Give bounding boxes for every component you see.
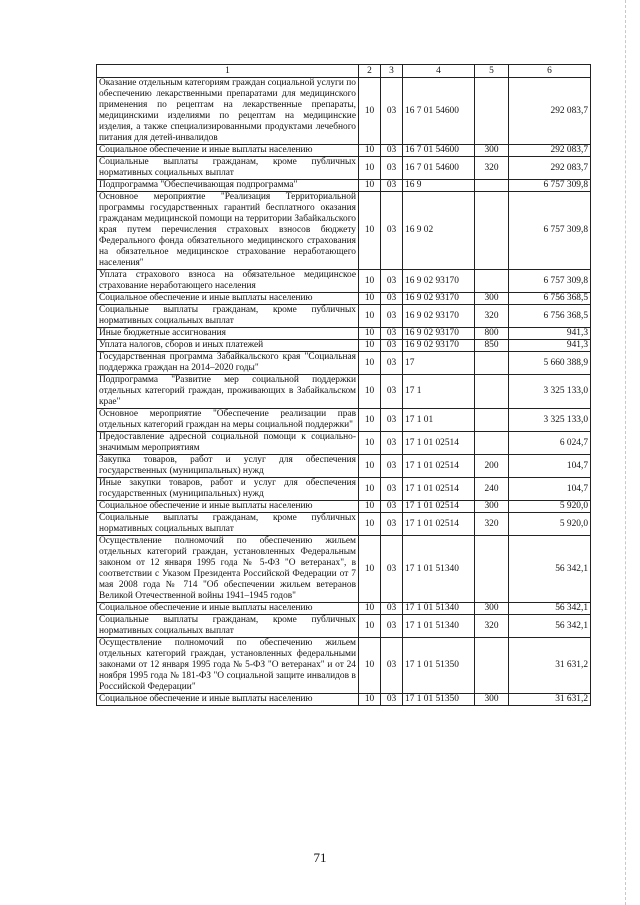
row-target-article: 17 1 01 51340 xyxy=(403,536,475,603)
row-section: 10 xyxy=(359,192,381,270)
row-target-article: 17 1 01 02514 xyxy=(403,432,475,455)
row-expense-type: 320 xyxy=(475,615,509,638)
row-subsection: 03 xyxy=(381,513,403,536)
row-section: 10 xyxy=(359,352,381,375)
row-expense-type: 800 xyxy=(475,328,509,340)
row-section: 10 xyxy=(359,501,381,513)
row-expense-type xyxy=(475,638,509,694)
row-expense-type xyxy=(475,536,509,603)
table-row xyxy=(97,536,591,603)
table-header xyxy=(97,65,591,78)
table-row xyxy=(97,478,591,501)
row-section: 10 xyxy=(359,293,381,305)
row-name: Основное мероприятие "Реализация Территориальной программы государственных гарантий бесплатного оказания гражданам медицинской помощи на территории Забайкальского края путем перечисления страховых взносов бюджету Федерального фонда обязательного медицинского страхования на обязательное медицинское страхование неработающего населения" xyxy=(97,192,359,270)
row-amount: 292 083,7 xyxy=(509,157,591,180)
row-section: 10 xyxy=(359,157,381,180)
header-col-3: 3 xyxy=(381,65,403,78)
row-subsection: 03 xyxy=(381,192,403,270)
table-row xyxy=(97,145,591,157)
row-section: 10 xyxy=(359,694,381,706)
row-name: Социальные выплаты гражданам, кроме публичных нормативных социальных выплат xyxy=(97,513,359,536)
row-section: 10 xyxy=(359,432,381,455)
table-row xyxy=(97,157,591,180)
row-target-article: 17 1 01 51350 xyxy=(403,694,475,706)
row-subsection: 03 xyxy=(381,270,403,293)
row-target-article: 17 xyxy=(403,352,475,375)
row-target-article: 17 1 01 51350 xyxy=(403,638,475,694)
row-amount: 5 920,0 xyxy=(509,513,591,536)
row-amount: 6 756 368,5 xyxy=(509,293,591,305)
row-subsection: 03 xyxy=(381,375,403,409)
row-amount: 104,7 xyxy=(509,478,591,501)
table-row xyxy=(97,340,591,352)
row-subsection: 03 xyxy=(381,409,403,432)
row-name: Социальные выплаты гражданам, кроме публичных нормативных социальных выплат xyxy=(97,615,359,638)
row-expense-type xyxy=(475,78,509,145)
row-target-article: 16 9 02 93170 xyxy=(403,270,475,293)
row-subsection: 03 xyxy=(381,694,403,706)
row-amount: 56 342,1 xyxy=(509,603,591,615)
row-expense-type: 850 xyxy=(475,340,509,352)
row-section: 10 xyxy=(359,638,381,694)
table-row xyxy=(97,432,591,455)
budget-table xyxy=(96,64,591,706)
table-row xyxy=(97,501,591,513)
page-number: 71 xyxy=(313,850,327,865)
row-expense-type xyxy=(475,375,509,409)
row-name: Подпрограмма "Обеспечивающая подпрограмма" xyxy=(97,180,359,192)
row-target-article: 16 9 02 93170 xyxy=(403,305,475,328)
table-row xyxy=(97,78,591,145)
row-amount: 56 342,1 xyxy=(509,615,591,638)
header-col-6: 6 xyxy=(509,65,591,78)
table-row xyxy=(97,293,591,305)
row-name: Социальные выплаты гражданам, кроме публичных нормативных социальных выплат xyxy=(97,157,359,180)
row-section: 10 xyxy=(359,305,381,328)
header-row xyxy=(97,65,591,78)
row-target-article: 16 9 02 93170 xyxy=(403,340,475,352)
row-amount: 5 920,0 xyxy=(509,501,591,513)
row-subsection: 03 xyxy=(381,157,403,180)
row-subsection: 03 xyxy=(381,638,403,694)
row-amount: 941,3 xyxy=(509,328,591,340)
row-amount: 6 757 309,8 xyxy=(509,192,591,270)
row-name: Уплата налогов, сборов и иных платежей xyxy=(97,340,359,352)
table-row xyxy=(97,409,591,432)
table-row xyxy=(97,694,591,706)
row-name: Осуществление полномочий по обеспечению жильем отдельных категорий граждан, установленных Федеральным законом от 12 января 1995 года № 5-ФЗ "О ветеранах", в соответствии с Указом Президента Российской Федерации от 7 мая 2008 года № 714 "Об обеспечении жильем ветеранов Великой Отечественной войны 1941–1945 годов" xyxy=(97,536,359,603)
row-section: 10 xyxy=(359,340,381,352)
row-target-article: 17 1 01 51340 xyxy=(403,615,475,638)
row-section: 10 xyxy=(359,536,381,603)
row-target-article: 16 9 xyxy=(403,180,475,192)
row-name: Социальное обеспечение и иные выплаты населению xyxy=(97,293,359,305)
row-expense-type xyxy=(475,180,509,192)
row-name: Предоставление адресной социальной помощи к социально-значимым мероприятиям xyxy=(97,432,359,455)
table-row xyxy=(97,455,591,478)
row-expense-type xyxy=(475,432,509,455)
header-col-4: 4 xyxy=(403,65,475,78)
row-name: Осуществление полномочий по обеспечению жильем отдельных категорий граждан, установленных федеральными законами от 12 января 1995 года № 5-ФЗ "О ветеранах" и от 24 ноября 1995 года № 181-ФЗ "О социальной защите инвалидов в Российской Федерации" xyxy=(97,638,359,694)
row-expense-type: 240 xyxy=(475,478,509,501)
row-name: Государственная программа Забайкальского края "Социальная поддержка граждан на 2014–2020 годы" xyxy=(97,352,359,375)
row-name: Оказание отдельным категориям граждан социальной услуги по обеспечению лекарственными препаратами для медицинского применения по рецептам на лекарственные препараты, медицинскими изделиями по рецептам на медицинские изделия, а также специализированными продуктами лечебного питания для детей-инвалидов xyxy=(97,78,359,145)
row-subsection: 03 xyxy=(381,340,403,352)
row-amount: 31 631,2 xyxy=(509,638,591,694)
row-amount: 292 083,7 xyxy=(509,145,591,157)
row-amount: 5 660 388,9 xyxy=(509,352,591,375)
page-edge-line xyxy=(625,0,626,905)
row-name: Иные закупки товаров, работ и услуг для обеспечения государственных (муниципальных) нужд xyxy=(97,478,359,501)
table-row xyxy=(97,638,591,694)
row-amount: 6 756 368,5 xyxy=(509,305,591,328)
row-subsection: 03 xyxy=(381,305,403,328)
row-section: 10 xyxy=(359,180,381,192)
row-section: 10 xyxy=(359,270,381,293)
table-row xyxy=(97,305,591,328)
table-row xyxy=(97,375,591,409)
row-name: Подпрограмма "Развитие мер социальной поддержки отдельных категорий граждан, проживающих в Забайкальском крае" xyxy=(97,375,359,409)
row-expense-type xyxy=(475,352,509,375)
row-amount: 3 325 133,0 xyxy=(509,409,591,432)
row-target-article: 17 1 01 02514 xyxy=(403,478,475,501)
row-subsection: 03 xyxy=(381,328,403,340)
row-expense-type: 300 xyxy=(475,501,509,513)
row-target-article: 16 7 01 54600 xyxy=(403,78,475,145)
row-subsection: 03 xyxy=(381,501,403,513)
row-target-article: 17 1 01 xyxy=(403,409,475,432)
row-target-article: 17 1 01 02514 xyxy=(403,513,475,536)
row-name: Закупка товаров, работ и услуг для обеспечения государственных (муниципальных) нужд xyxy=(97,455,359,478)
row-subsection: 03 xyxy=(381,615,403,638)
row-amount: 3 325 133,0 xyxy=(509,375,591,409)
row-section: 10 xyxy=(359,409,381,432)
row-section: 10 xyxy=(359,455,381,478)
row-name: Социальное обеспечение и иные выплаты населению xyxy=(97,145,359,157)
table-row xyxy=(97,270,591,293)
row-subsection: 03 xyxy=(381,478,403,501)
row-expense-type: 320 xyxy=(475,157,509,180)
header-col-5: 5 xyxy=(475,65,509,78)
row-subsection: 03 xyxy=(381,78,403,145)
row-target-article: 16 7 01 54600 xyxy=(403,157,475,180)
row-expense-type: 300 xyxy=(475,603,509,615)
row-name: Социальное обеспечение и иные выплаты населению xyxy=(97,501,359,513)
row-section: 10 xyxy=(359,615,381,638)
row-target-article: 17 1 01 02514 xyxy=(403,501,475,513)
row-name: Социальное обеспечение и иные выплаты населению xyxy=(97,694,359,706)
header-col-2: 2 xyxy=(359,65,381,78)
table-row xyxy=(97,192,591,270)
row-section: 10 xyxy=(359,328,381,340)
row-section: 10 xyxy=(359,145,381,157)
table-row xyxy=(97,328,591,340)
row-name: Иные бюджетные ассигнования xyxy=(97,328,359,340)
table-row xyxy=(97,603,591,615)
row-subsection: 03 xyxy=(381,603,403,615)
row-name: Основное мероприятие "Обеспечение реализации прав отдельных категорий граждан на меры социальной поддержки" xyxy=(97,409,359,432)
row-section: 10 xyxy=(359,478,381,501)
row-name: Социальное обеспечение и иные выплаты населению xyxy=(97,603,359,615)
row-target-article: 17 1 01 02514 xyxy=(403,455,475,478)
row-expense-type: 200 xyxy=(475,455,509,478)
row-target-article: 16 9 02 xyxy=(403,192,475,270)
row-target-article: 17 1 xyxy=(403,375,475,409)
row-subsection: 03 xyxy=(381,145,403,157)
row-amount: 941,3 xyxy=(509,340,591,352)
row-expense-type: 320 xyxy=(475,305,509,328)
row-amount: 6 757 309,8 xyxy=(509,180,591,192)
row-amount: 6 757 309,8 xyxy=(509,270,591,293)
row-amount: 292 083,7 xyxy=(509,78,591,145)
table-row xyxy=(97,352,591,375)
row-subsection: 03 xyxy=(381,536,403,603)
row-expense-type xyxy=(475,409,509,432)
row-subsection: 03 xyxy=(381,432,403,455)
row-name: Социальные выплаты гражданам, кроме публичных нормативных социальных выплат xyxy=(97,305,359,328)
row-amount: 6 024,7 xyxy=(509,432,591,455)
row-target-article: 16 9 02 93170 xyxy=(403,293,475,305)
row-expense-type: 300 xyxy=(475,694,509,706)
row-expense-type: 320 xyxy=(475,513,509,536)
row-expense-type: 300 xyxy=(475,293,509,305)
table-body xyxy=(97,78,591,706)
row-subsection: 03 xyxy=(381,293,403,305)
row-subsection: 03 xyxy=(381,455,403,478)
row-target-article: 17 1 01 51340 xyxy=(403,603,475,615)
row-section: 10 xyxy=(359,603,381,615)
row-name: Уплата страхового взноса на обязательное медицинское страхование неработающего населения xyxy=(97,270,359,293)
row-amount: 31 631,2 xyxy=(509,694,591,706)
row-target-article: 16 7 01 54600 xyxy=(403,145,475,157)
row-expense-type xyxy=(475,192,509,270)
row-subsection: 03 xyxy=(381,180,403,192)
row-expense-type xyxy=(475,270,509,293)
table-row xyxy=(97,615,591,638)
header-col-1: 1 xyxy=(97,65,359,78)
row-section: 10 xyxy=(359,513,381,536)
table-row xyxy=(97,180,591,192)
row-amount: 104,7 xyxy=(509,455,591,478)
row-amount: 56 342,1 xyxy=(509,536,591,603)
row-subsection: 03 xyxy=(381,352,403,375)
row-section: 10 xyxy=(359,375,381,409)
row-expense-type: 300 xyxy=(475,145,509,157)
row-target-article: 16 9 02 93170 xyxy=(403,328,475,340)
row-section: 10 xyxy=(359,78,381,145)
table-row xyxy=(97,513,591,536)
